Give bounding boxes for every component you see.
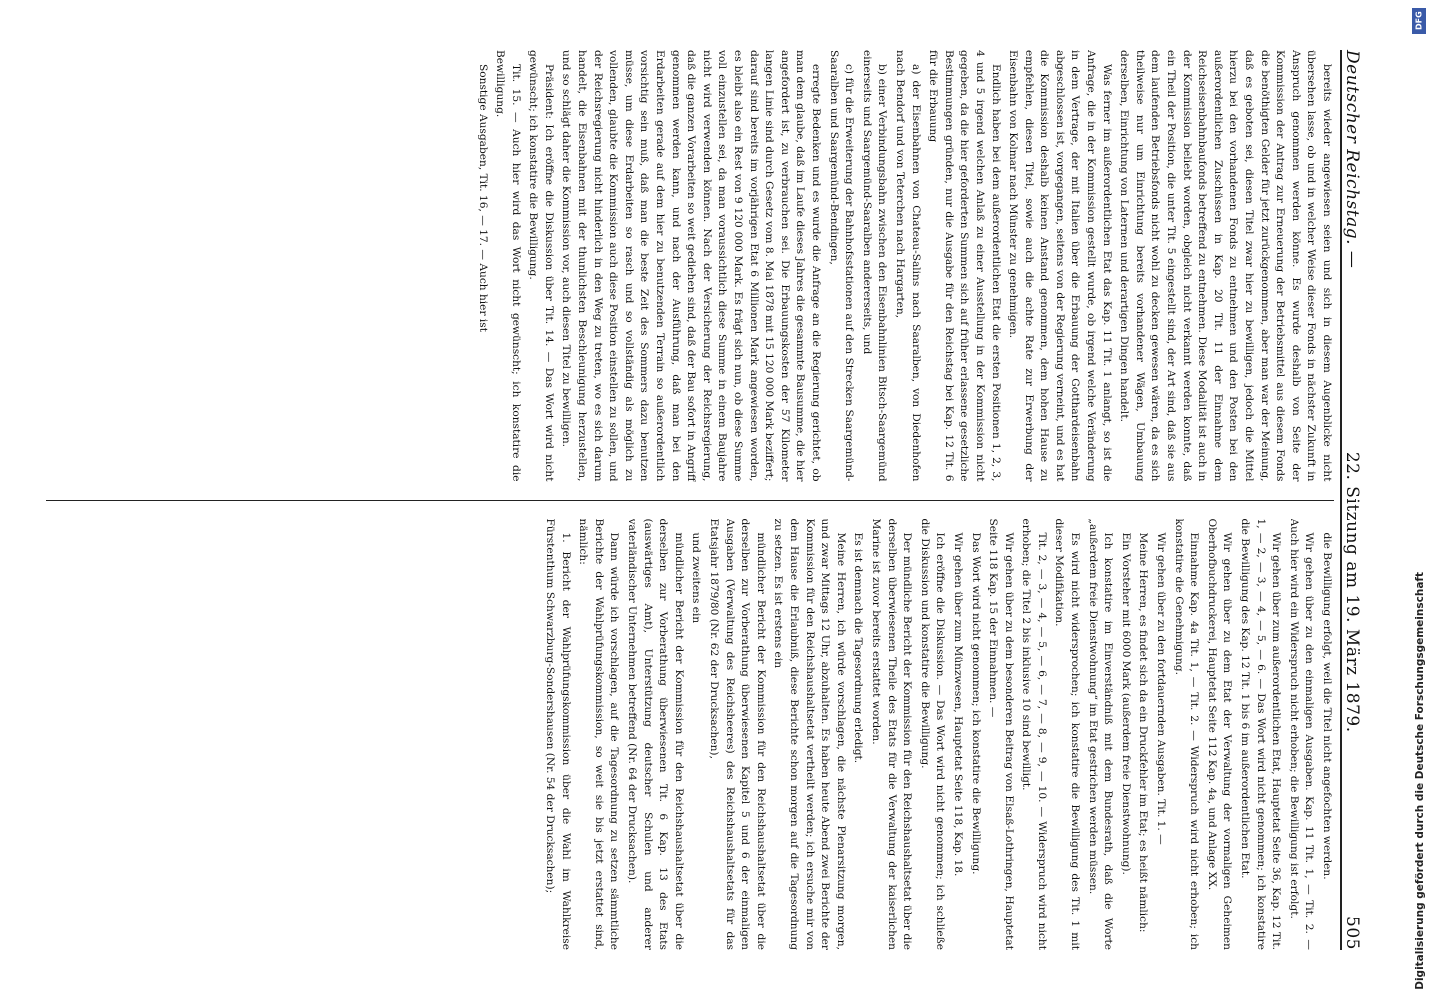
- paragraph: Wir gehen über zu den fortdauernden Ausgaben. Tit. 1. —: [1155, 532, 1168, 845]
- paragraph: Dann würde ich vorschlagen, auf die Tagesordnung zu setzen sämmtliche Berichte der Wahlprüfungskommission, so weit sie bis jetzt erstattet sind, nämlich:: [577, 518, 621, 950]
- paragraph: Ein Vorsteher mit 6000 Mark (außerdem freie Dienstwohnung).: [1119, 532, 1132, 875]
- paragraph: c) für die Erweiterung der Bahnhofsstationen auf den Strecken Saargemünd-Saaralben und Saargemünd-Bendingen,: [827, 50, 856, 482]
- paragraph: Was ferner im außerordentlichen Etat das Kap. 11 Tit. 1 anlangt, so ist die Anfrage, die in der Kommission gestellt wurde, ob irgend welche Veränderung in dem Vertrage, der mit Italien über die Erbauung der Gotthardeisenbahn abgeschlossen ist, vorgegangen, seitens von der Regierung verneint, und es hat die Kommission deshalb keinen Anstand genommen, dem hohen Hause zu empfehlen, diesen Titel, sowie auch die achte Rate zur Erwerbung der Eisenbahn von Kolmar nach Münster zu genehmigen.: [1007, 50, 1113, 482]
- text-columns: [46, 50, 1334, 950]
- paragraph: erregte Bedenken und es wurde die Anfrage an die Regierung gerichtet, ob man dem glaube, daß im Laufe dieses Jahres die gesammte Bausumme, die hier angefordert ist, zu verbrauchen sei. Die Erbauungskosten der 57 Kilometer langen Linie sind durch Gesetz vom 8. Mai 1878 mit 15 120 000 Mark beziffert; darauf sind bereits im vorjährigen Etat 6 Millionen Mark angewiesen worden, es bleibt also ein Rest von 9 120 000 Mark. Es frägt sich nun, ob diese Summe voll einzustellen sei, da man voraussichtlich diese Summe in einem Baujahre nicht wird verwenden können. Nach der Versicherung der Reichsregierung, daß die ganzen Vorarbeiten so weit gediehen sind, daß der Bau sofort in Angriff genommen werden kann, und nach der Ausführung, daß man bei den Erdarbeiten gerade auf dem hier zu benutzenden Terrain so außerordentlich vorsichtig sein muß, daß man die beste Zeit des Sommers dazu benutzen müsse, um diese Erdarbeiten so rasch und so vollständig als möglich zu vollenden, glaubte die Kommission auch diese Position einstellen zu sollen, und der Reichsregierung nicht hinderlich in den Weg zu treten, wo es sich darum handelt, die Eisenbahnen mit der thunlichsten Beschleunigung herzustellen, und so schlägt daher die Kommission vor, auch diesen Titel zu bewilligen.: [560, 50, 822, 482]
- paragraph: a) der Eisenbahnen von Chateau-Salins nach Saaralben, von Diedenhofen nach Bendorf und von Teterchen nach Hargarten,: [893, 50, 922, 482]
- paragraph: die Bewilligung erfolgt, weil die Titel nicht angefochten werden.: [1321, 532, 1333, 880]
- page-header: [1340, 50, 1378, 950]
- paragraph: Ich eröffne die Diskussion. — Das Wort wird nicht genommen; ich schließe die Diskussion und konstatire die Bewilligung.: [918, 518, 947, 950]
- paragraph: Sonstige Ausgaben, Tit. 16, — 17. — Auch hier ist: [476, 64, 489, 332]
- dfg-logo: DFG: [1412, 8, 1426, 34]
- paragraph: und zweitens ein: [690, 532, 703, 624]
- paragraph: Wir gehen über zu dem Etat der Verwaltung der vormaligen Geheimen Oberhofbuchdruckerei, Hauptetat Seite 112 Kap. 4a, und Anlage XX.: [1205, 518, 1234, 950]
- paragraph: Meine Herren, es findet sich da ein Druckfehler im Etat; es heißt nämlich:: [1137, 532, 1150, 933]
- paragraph: Es ist demnach die Tagesordnung erledigt.: [852, 532, 865, 764]
- paragraph: mündlicher Bericht der Kommission für den Reichshaushaltsetat über die derselben zur Vorberathung überwiesenen Tit. 6 Kap. 13 des Etats (auswärtiges Amt), Unterstützung deutscher Schulen und anderer vaterländischer Unternehmen betreffend (Nr. 64 der Drucksachen).: [626, 518, 685, 950]
- session-title: 22. Sitzung am 19. März 1879.: [1342, 451, 1362, 733]
- paragraph: Wir gehen über zum Münzwesen, Hauptetat Seite 118, Kap. 18.: [951, 532, 964, 877]
- paragraph: mündlicher Bericht der Kommission für den Reichshaushaltsetat über die derselben zur Vorberathung überwiesenen Kapitel 5 und 6 der einmaligen Ausgaben (Verwaltung des Reichsheeres) des Reichshaushaltsetats für das Etatsjahr 1879/80 (Nr. 62 der Drucksachen),: [708, 518, 767, 950]
- paragraph: Endlich haben bei dem außerordentlichen Etat die ersten Positionen 1, 2, 3, 4 und 5 irgend welchen Anlaß zu einer Ausstellung in der Kommission nicht gegeben, da die hier geforderten Summen sich auf früher erlassene gesetzliche Bestimmungen gründen, nur die Ausgabe für den Reichstag bei Kap. 12 Tit. 6 für die Erbauung: [927, 50, 1002, 482]
- paragraph: Tit. 15. — Auch hier wird das Wort nicht gewünscht; ich konstatire die Bewilligung.: [494, 50, 522, 482]
- paragraph: Präsident: Ich eröffne die Diskussion über Tit. 14. — Das Wort wird nicht gewünscht; ich konstatire die Bewilligung.: [527, 50, 555, 482]
- paragraph: b) einer Verbindungsbahn zwischen den Eisenbahnlinien Bitsch-Saargemünd einerseits und Saargemünd-Saaralben andererseits, und: [860, 50, 889, 482]
- paragraph: Wir gehen über zum außerordentlichen Etat, Hauptetat Seite 36, Kap. 12 Tit. 1, — 2, — 3, — 4, — 5, — 6. — Das Wort wird nicht genommen; ich konstatire die Bewilligung des Kap. 12 Tit. 1 bis 6 im außerordentlichen Etat.: [1239, 518, 1283, 950]
- paragraph: Einnahme Kap. 4a Tit. 1, — Tit. 2. — Widerspruch wird nicht erhoben; ich konstatire die Genehmigung.: [1172, 518, 1201, 950]
- digitization-stamp: [1402, 10, 1426, 990]
- paragraph: Das Wort wird nicht genommen; ich konstatire die Bewilligung.: [969, 532, 982, 875]
- paragraph: Tit. 2, — 3, — 4, — 5, — 6, — 7, — 8, — 9, — 10. — Widerspruch wird nicht erhoben; die Titel 2 bis inklusive 10 sind bewilligt.: [1020, 518, 1048, 950]
- paragraph: Meine Herren, ich würde vorschlagen, die nächste Plenarsitzung morgen, und zwar Mittags 12 Uhr, abzuhalten. Es haben heute Abend zwei Berichte der Kommission für den Reichshaushaltsetat vertheilt werden; ich ersuche mir von dem Hause die Erlaubniß, diese Berichte schon morgen auf die Tagesordnung zu setzen. Es ist erstens ein: [772, 518, 847, 950]
- paragraph: Es wird nicht widersprochen; ich konstatire die Bewilligung des Tit. 1 mit dieser Modifikation.: [1053, 518, 1082, 950]
- paragraph: Wir gehen über zu den einmaligen Ausgaben. Kap. 11 Tit. 1, — Tit. 2. — Auch hier wird ein Widerspruch nicht erhoben; die Bewilligung ist erfolgt.: [1287, 518, 1316, 950]
- paragraph: 1. Bericht der Wahlprüfungskommission über die Wahl im Wahlkreise Fürstenthum Schwarzburg-Sondershausen (Nr. 54 der Drucksachen);: [544, 518, 572, 950]
- page-number: 505: [1342, 916, 1362, 950]
- right-column: [46, 519, 1334, 951]
- paragraph: Ich konstatire im Einverständniß mit dem Bundesrath, daß die Worte „außerdem freie Dienstwohnung“ im Etat gestrichen werden müssen.: [1086, 518, 1115, 950]
- left-column: [46, 50, 1334, 482]
- dfg-credit-text: Digitalisierung gefördert durch die Deutsche Forschungsgemeinschaft: [1414, 572, 1426, 990]
- column-rule: [46, 500, 1334, 501]
- rotated-page: [36, 30, 1396, 970]
- running-title: Deutscher Reichstag. —: [1342, 50, 1362, 269]
- paragraph: Der mündliche Bericht der Kommission für den Reichshaushaltsetat über die derselben überwiesenen Theile des Etats für die Verwaltung der kaiserlichen Marine ist zuvor bereits erstattet worden.: [869, 518, 914, 950]
- paragraph: bereits wieder angewiesen seien und sich in diesem Augenblicke nicht übersehen lasse, ob und in welcher Weise dieser Fonds in nächster Zukunft in Anspruch genommen werden könne. Es wurde deshalb von Seite der Kommission der Antrag zur Erneuerung der Betriebsmittel aus diesem Fonds die benöthigten Gelder für jetzt zurückgenommen, aber man war der Meinung, daß es geboten sei, diesen Titel zwar hier zu bewilligen, jedoch die Mittel hierzu bei den vorhandenen Fonds zu entnehmen und den Posten bei den außerordentlichen Zuschüssen in Kap. 20 Tit. 11 der Einnahme dem Reichseisenbahnbaufonds betreffend zu entnehmen. Diese Modalität ist auch in der Kommission beliebt worden, obgleich nicht verkannt werden konnte, daß ein Theil der Position, die unter Tit. 5 eingestellt sind, der Art sind, daß sie aus dem laufenden Betriebsfonds nicht wohl zu decken gewesen wären, da es sich theilweise nur um Einrichtung bereits vorhandener Wägen, Umbauung derselben, Einrichtung von Laternen und derartigen Dingen handelt.: [1118, 50, 1333, 482]
- paragraph: Wir gehen über zu dem besonderen Beitrag von Elsaß-Lothringen, Hauptetat Seite 118 Kap. 15 der Einnahmen. —: [987, 518, 1015, 950]
